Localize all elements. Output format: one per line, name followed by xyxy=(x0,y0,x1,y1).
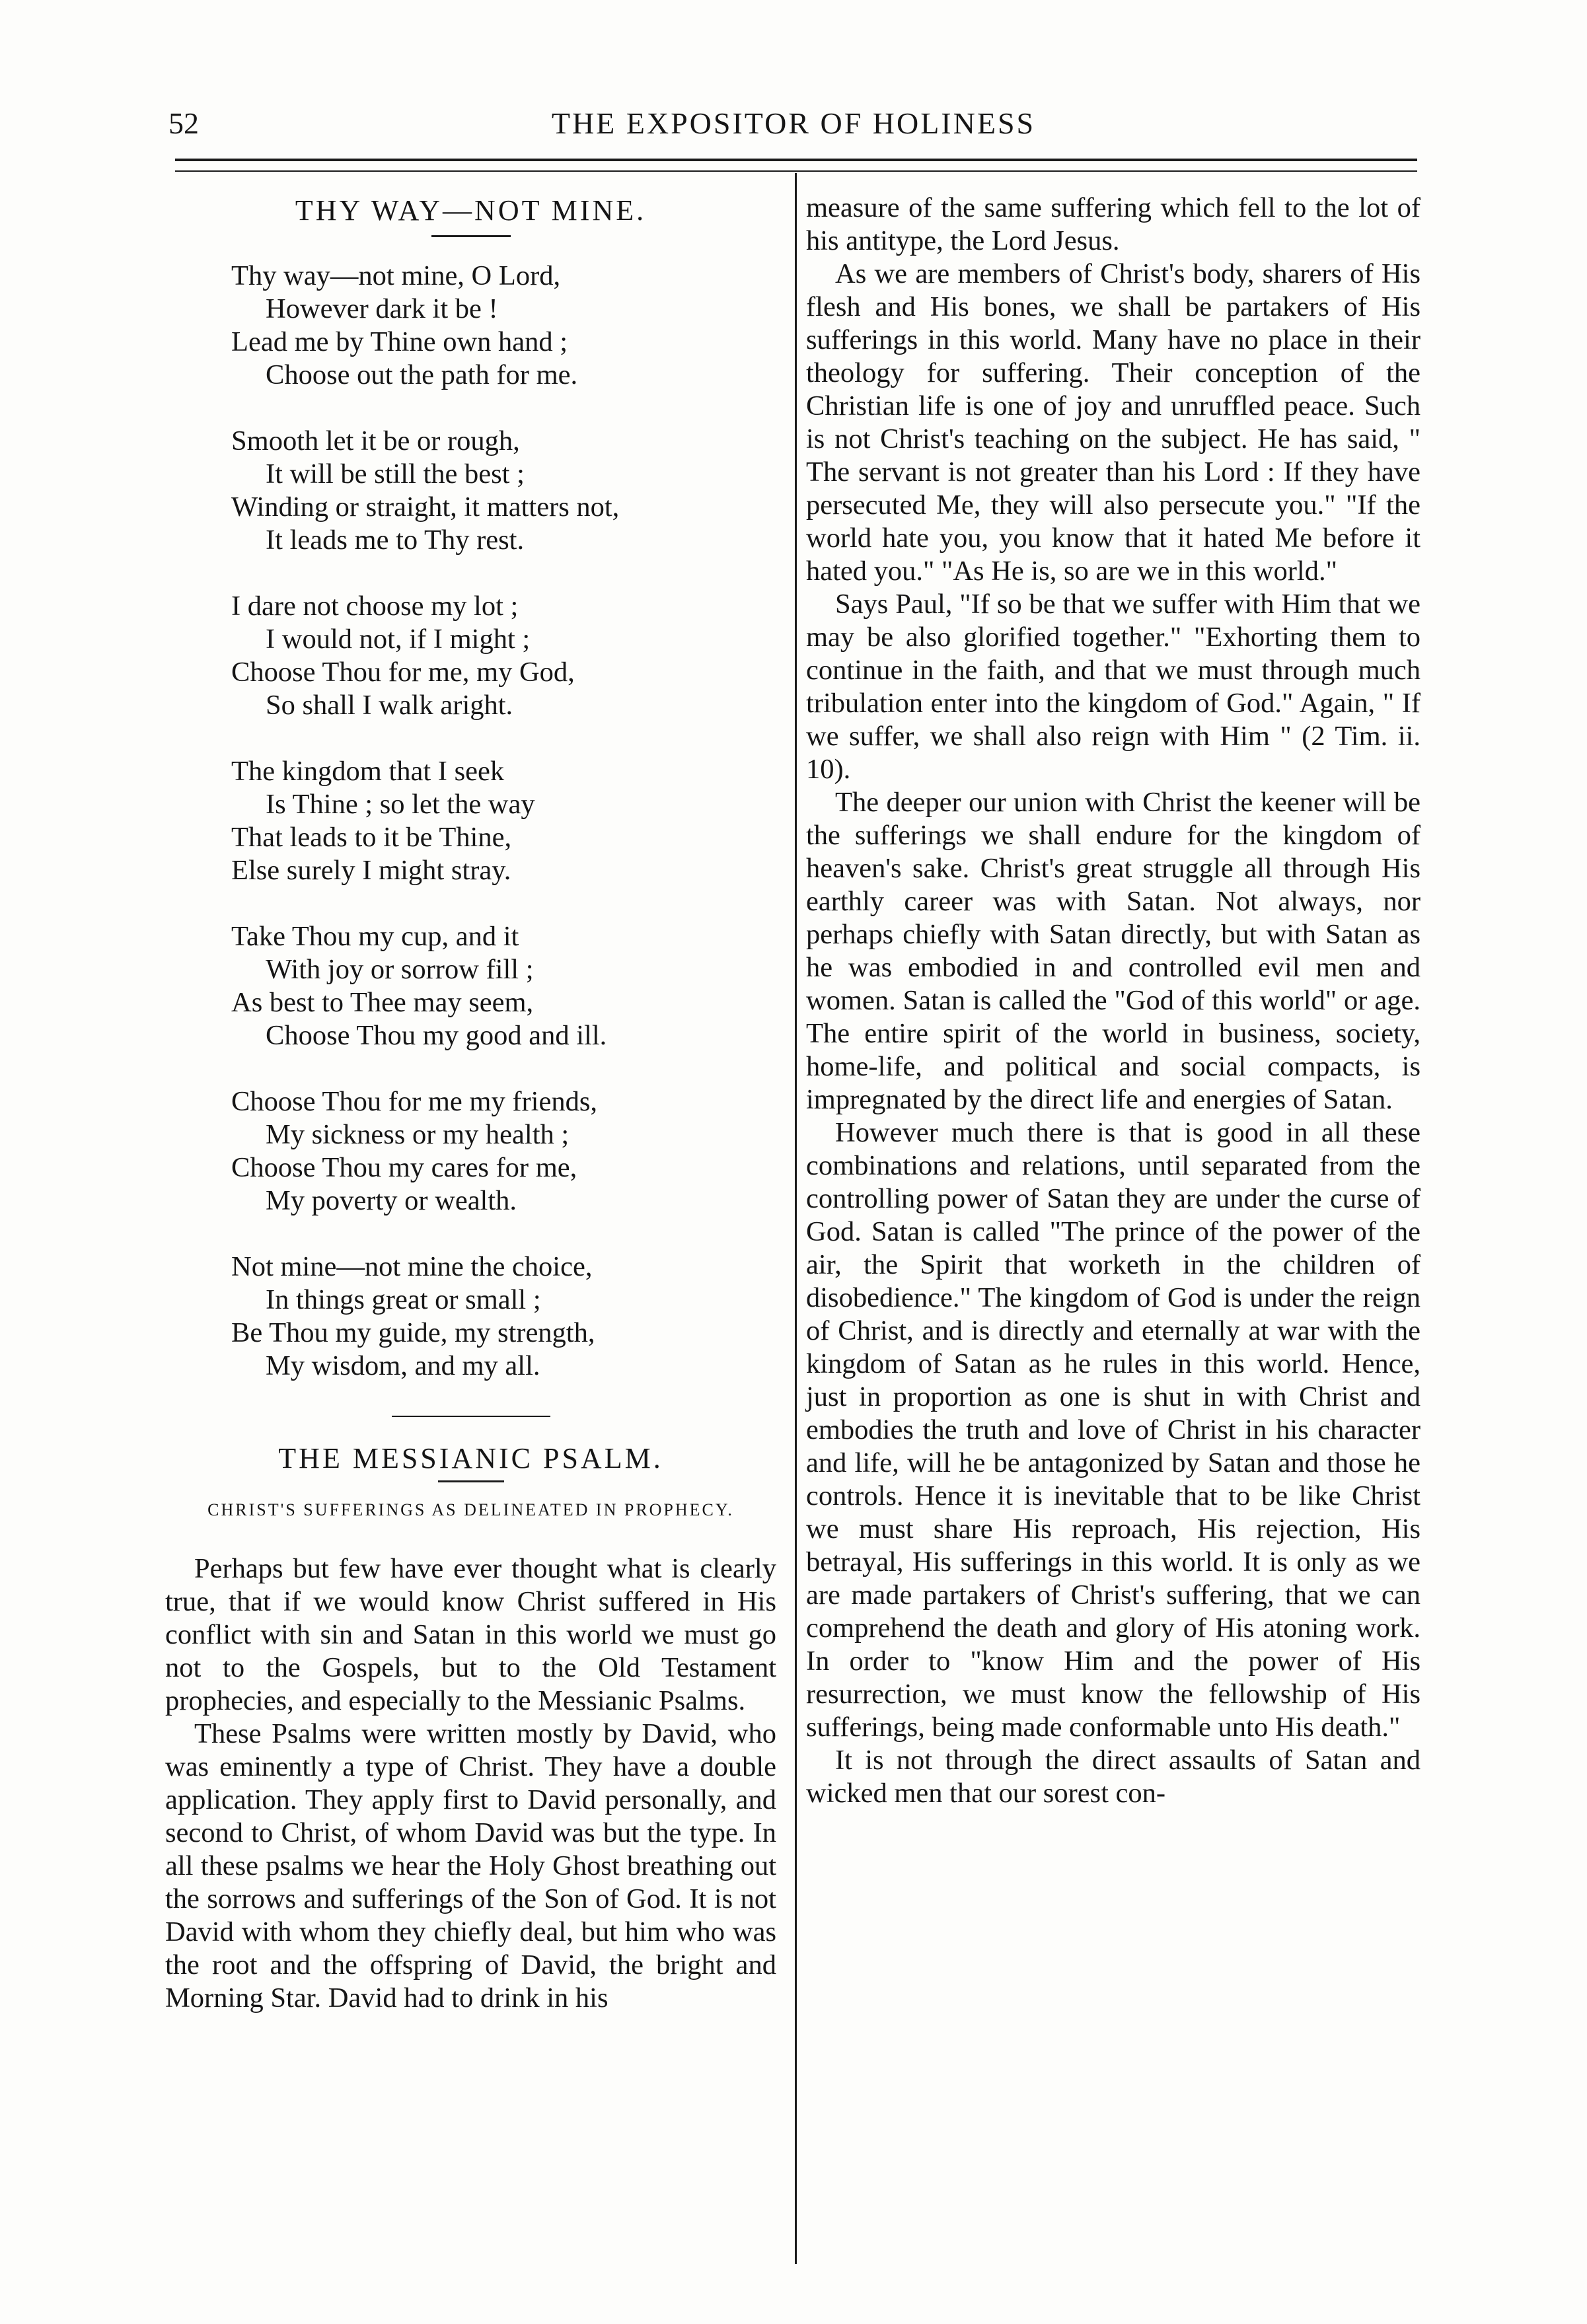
poem-stanza xyxy=(231,920,776,1052)
left-column xyxy=(165,192,776,2015)
poem-line: Take Thou my cup, and it xyxy=(231,921,519,952)
poem-line: That leads to it be Thine, xyxy=(231,822,512,853)
poem-line: I would not, if I might ; xyxy=(266,624,531,655)
paragraph: measure of the same suffering which fell to the lot of his antitype, the Lord Jesus. xyxy=(806,192,1421,256)
header-rule-thick xyxy=(175,159,1417,161)
right-column xyxy=(806,192,1421,1810)
section-rule xyxy=(392,1416,550,1417)
poem-line: I dare not choose my lot ; xyxy=(231,591,519,622)
poem-line: Thy way—not mine, O Lord, xyxy=(231,260,561,291)
paragraph: The deeper our union with Christ the keener will be the sufferings we shall endure for the kingdom of heaven's sake. Christ's great struggle all through His earthly career was with Satan. Not always, nor perhaps chiefly with Satan directly, but with Satan as he was embodied in and controlled evil men and women. Satan is called the "God of this world" or age. The entire spirit of the world in business, society, home-life, and political and social compacts, is impregnated by the direct life and energies of Satan. xyxy=(806,787,1421,1115)
poem-line: Not mine—not mine the choice, xyxy=(231,1251,593,1282)
poem-line: Choose Thou my good and ill. xyxy=(266,1020,607,1051)
poem-line: However dark it be ! xyxy=(266,293,498,324)
column-divider xyxy=(795,173,797,2264)
poem-stanza xyxy=(231,590,776,722)
poem-stanza xyxy=(231,1085,776,1217)
poem-stanza xyxy=(231,1251,776,1383)
poem-line: Winding or straight, it matters not, xyxy=(231,491,620,523)
header-rule-thin xyxy=(175,170,1417,172)
poem-line: Lead me by Thine own hand ; xyxy=(231,326,568,357)
paragraph: Says Paul, "If so be that we suffer with Him that we may be also glorified together." "Exhorting them to continue in the faith, and that we must through much tribulation enter into the kingdom of God." Again, " If we suffer, we shall also reign with Him " (2 Tim. ii. 10). xyxy=(806,589,1421,785)
poem-line: So shall I walk aright. xyxy=(266,690,513,721)
poem-line: Choose Thou for me, my God, xyxy=(231,657,575,688)
poem-title: THY WAY—NOT MINE. xyxy=(295,194,647,227)
poem-line: It will be still the best ; xyxy=(266,458,525,490)
poem-line: As best to Thee may seem, xyxy=(231,987,534,1018)
paragraph: Perhaps but few have ever thought what is clearly true, that if we would know Christ suffered in His conflict with sin and Satan in this world we must go not to the Gospels, but to the Old Testament prophecies, and especially to the Messianic Psalms. xyxy=(165,1553,776,1716)
poem-line: Is Thine ; so let the way xyxy=(266,789,535,820)
title-dash xyxy=(438,1480,504,1482)
poem-line: Be Thou my guide, my strength, xyxy=(231,1317,595,1348)
poem-line: Smooth let it be or rough, xyxy=(231,425,520,456)
poem-line: My poverty or wealth. xyxy=(266,1185,517,1216)
paragraph: However much there is that is good in all these combinations and relations, until separated from the controlling power of Satan they are under the curse of God. Satan is called "The prince of the power of the air, the Spirit that worketh in the children of disobedience." The kingdom of God is under the reign of Christ, and is directly and eternally at war with the kingdom of Satan as he rules in this world. Hence, just in proportion as one is shut in with Christ and embodies the truth and love of Christ in his character and life, will he be antagonized by Satan and those he controls. Hence it is inevitable that to be like Christ we must share His reproach, His rejection, His betrayal, His sufferings in this world. It is only as we are made partakers of Christ's suffering, that we can comprehend the death and glory of His atoning work. In order to "know Him and the power of His resurrection, we must know the fellowship of His sufferings, being made conformable unto His death." xyxy=(806,1117,1421,1743)
running-head: THE EXPOSITOR OF HOLINESS xyxy=(551,106,1036,140)
poem-stanza xyxy=(231,260,776,392)
poem-line: With joy or sorrow fill ; xyxy=(266,954,534,985)
poem-stanza xyxy=(231,425,776,557)
page-number: 52 xyxy=(168,106,199,140)
poem-line: Choose out the path for me. xyxy=(266,359,578,390)
paragraph: It is not through the direct assaults of Satan and wicked men that our sorest con- xyxy=(806,1745,1421,1809)
poem-line: My sickness or my health ; xyxy=(266,1119,570,1150)
poem-line: Choose Thou my cares for me, xyxy=(231,1152,577,1183)
title-dash xyxy=(431,235,511,237)
paragraph: These Psalms were written mostly by David, who was eminently a type of Christ. They have a double application. They apply first to David personally, and second to Christ, of whom David was but the type. In all these psalms we hear the Holy Ghost breathing out the sorrows and sufferings of the Son of God. It is not David with whom they chiefly deal, but him who was the root and the offspring of David, the bright and Morning Star. David had to drink in his xyxy=(165,1718,776,2014)
poem-line: The kingdom that I seek xyxy=(231,756,505,787)
poem-line: Choose Thou for me my friends, xyxy=(231,1086,597,1117)
article-title: THE MESSIANIC PSALM. xyxy=(278,1442,663,1474)
poem-line: It leads me to Thy rest. xyxy=(266,525,525,556)
article-subtitle: CHRIST'S SUFFERINGS AS DELINEATED IN PROPHECY. xyxy=(207,1500,734,1519)
poem-line: In things great or small ; xyxy=(266,1284,541,1315)
paragraph: As we are members of Christ's body, sharers of His flesh and His bones, we shall be partakers of His sufferings in this world. Many have no place in their theology for suffering. Their conception of the Christian life is one of joy and unruffled peace. Such is not Christ's teaching on the subject. He has said, " The servant is not greater than his Lord : If they have persecuted Me, they will also persecute you." "If the world hate you, you know that it hated Me before it hated you." "As He is, so are we in this world." xyxy=(806,258,1421,587)
poem-line: My wisdom, and my all. xyxy=(266,1350,540,1381)
poem-line: Else surely I might stray. xyxy=(231,855,511,886)
poem-stanza xyxy=(231,755,776,887)
